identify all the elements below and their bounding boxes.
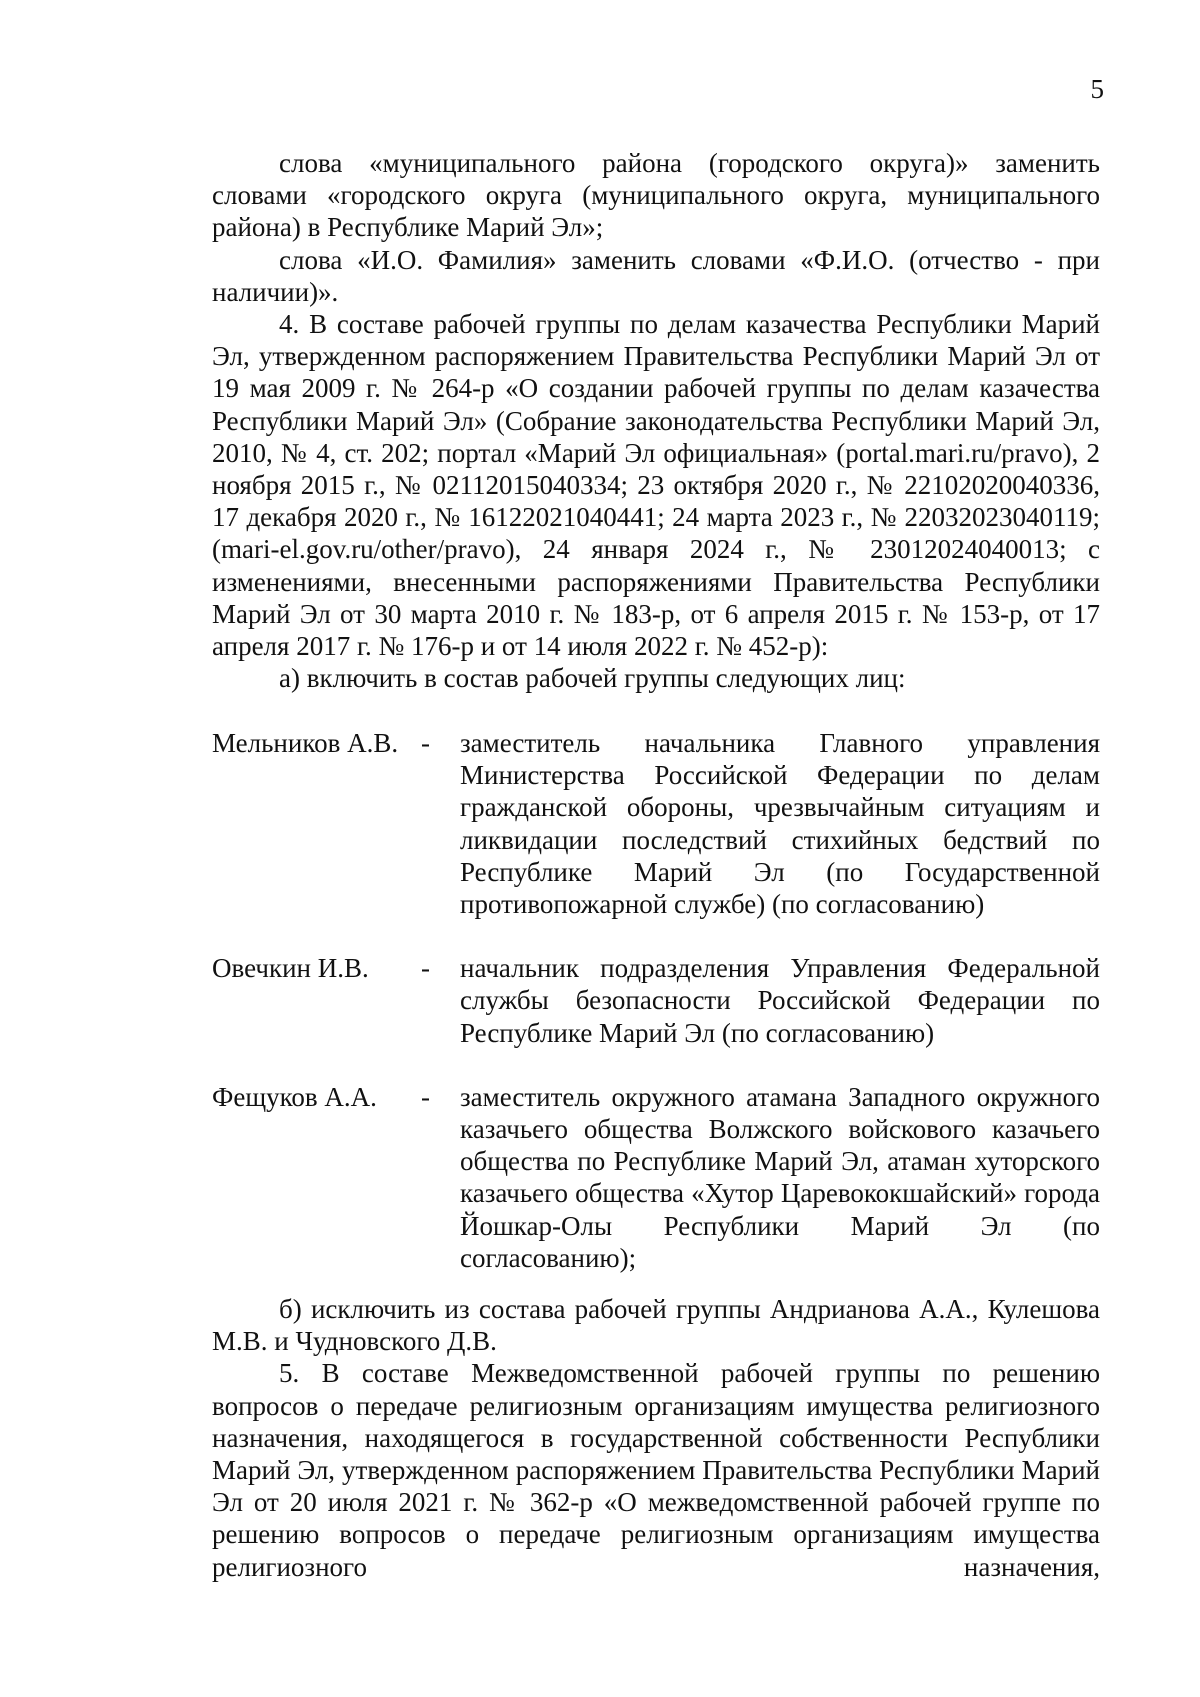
- paragraph-replace-fio: слова «И.О. Фамилия» заменить словами «Ф.И.О. (отчество - при наличии)».: [212, 244, 1100, 307]
- paragraph-item-5: 5. В составе Межведомственной рабочей группы по решению вопросов о передаче религиозным организациям имущества религиозного назначения, находящегося в государственной собственности Республики Марий Эл, утвержденном распоряжением Правительства Республики Марий Эл от 20 июля 2021 г. № 362-р «О межведомственной рабочей группе по решению вопросов о передаче религиозным организациям имущества религиозного назначения,: [212, 1358, 1100, 1582]
- person-name: Мельников А.В.: [212, 728, 399, 758]
- person-dash: -: [421, 953, 430, 984]
- top-text-block: [212, 147, 1100, 694]
- person-dash: -: [421, 1081, 430, 1112]
- person-description: начальник подразделения Управления Федеральной службы безопасности Российской Федерации по Республике Марий Эл (по согласованию): [460, 953, 1100, 1048]
- person-name: Фещуков А.А.: [212, 1081, 377, 1112]
- paragraph-item-4: 4. В составе рабочей группы по делам казачества Республики Марий Эл, утвержденном распоряжением Правительства Республики Марий Эл от 19 мая 2009 г. № 264-р «О создании рабочей группы по делам казачества Республики Марий Эл» (Собрание законодательства Республики Марий Эл, 2010, № 4, ст. 202; портал «Марий Эл официальная» (portal.mari.ru/pravo), 2 ноября 2015 г., № 02112015040334; 23 октября 2020 г., № 22102020040336, 17 декабря 2020 г., № 16122021040441; 24 марта 2023 г., № 22032023040119; (mari-el.gov.ru/other/pravo), 24 января 2024 г., № 23012024040013; с изменениями, внесенными распоряжениями Правительства Республики Марий Эл от 30 марта 2010 г. № 183-р, от 6 апреля 2015 г. № 153-р, от 17 апреля 2017 г. № 176-р и от 14 июля 2022 г. № 452-р):: [212, 309, 1100, 662]
- paragraph-item-4a: а) включить в состав рабочей группы следующих лиц:: [279, 663, 906, 694]
- persons-list: [212, 727, 1100, 1274]
- paragraph-replace-district: слова «муниципального района (городского округа)» заменить словами «городского округа (муниципального округа, муниципального района) в Республике Марий Эл»;: [212, 148, 1100, 243]
- person-name: Овечкин И.В.: [212, 953, 369, 984]
- person-description: заместитель окружного атамана Западного окружного казачьего общества Волжского войскового казачьего общества по Республике Марий Эл, атаман хуторского казачьего общества «Хутор Царевококшайский» города Йошкар-Олы Республики Марий Эл (по согласованию);: [460, 1081, 1100, 1273]
- page-number: 5: [1090, 74, 1104, 104]
- person-entry: [212, 1081, 1100, 1274]
- person-description: заместитель начальника Главного управления Министерства Российской Федерации по делам гражданской обороны, чрезвычайным ситуациям и ликвидации последствий стихийных бедствий по Республике Марий Эл (по Государственной противопожарной службе) (по согласованию): [460, 728, 1100, 920]
- paragraph-item-4b: б) исключить из состава рабочей группы Андрианова А.А., Кулешова М.В. и Чудновского Д.В.: [212, 1294, 1100, 1357]
- person-entry: [212, 727, 1100, 920]
- person-dash: -: [421, 728, 430, 758]
- person-entry: [212, 952, 1100, 1049]
- bottom-text-block: [212, 1293, 1100, 1583]
